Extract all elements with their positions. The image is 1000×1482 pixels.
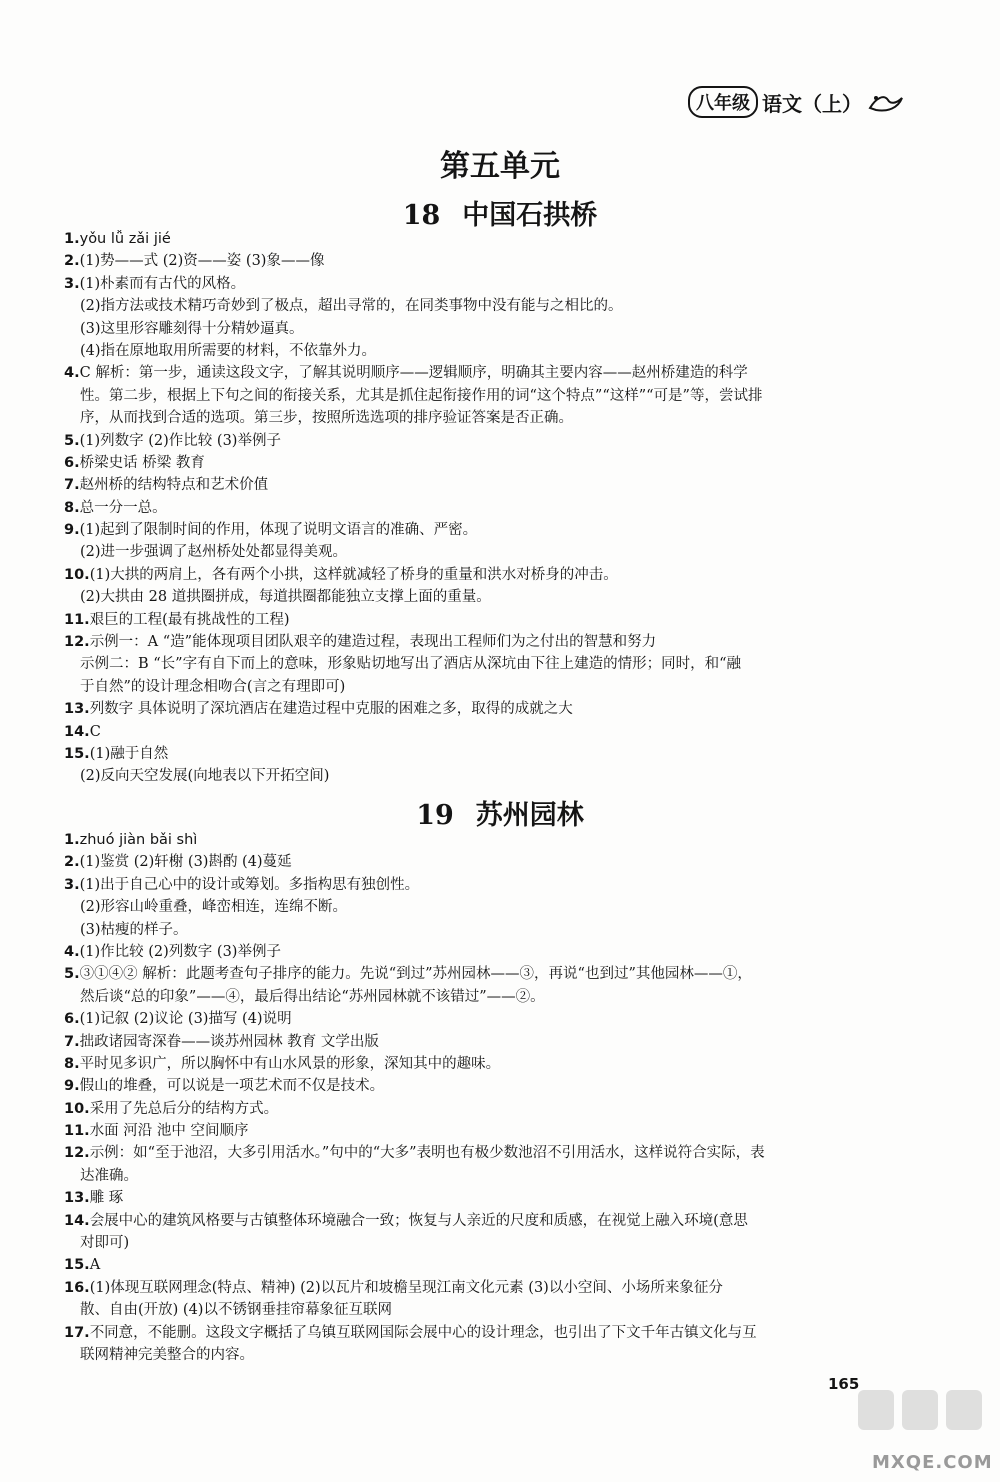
lesson-number: 18 (402, 200, 441, 231)
lesson-title (0, 193, 1000, 232)
answer-text: (2)形容山岭重叠，峰峦相连，连绵不断。 (80, 899, 348, 916)
question-number: 1. (64, 231, 80, 247)
question-number: 2. (64, 253, 80, 270)
answer-line (64, 653, 914, 675)
answer-text: 示例二：B “长”字有自下而上的意味，形象贴切地写出了酒店从深坑由下往上建造的情形；同时，和“融 (80, 656, 741, 673)
answer-line (64, 941, 914, 963)
answer-text: 联网精神完美整合的内容。 (80, 1346, 254, 1363)
answer-line (64, 1344, 914, 1366)
answer-text: 假山的堆叠，可以说是一项艺术而不仅是技术。 (79, 1078, 385, 1095)
answer-line (64, 851, 914, 873)
question-number: 5. (64, 432, 80, 449)
question-number: 4. (64, 365, 80, 382)
answer-line (64, 896, 914, 918)
answer-line (64, 919, 914, 941)
answer-line (64, 1008, 914, 1030)
question-number: 17. (64, 1324, 90, 1341)
answer-line (64, 452, 914, 474)
answer-text: 不同意，不能删。这段文字概括了乌镇互联网国际会展中心的设计理念，也引出了下文千年古镇文化与互 (89, 1324, 757, 1341)
answer-line (64, 1053, 914, 1075)
answer-line (64, 676, 914, 698)
answer-text: 然后谈“总的印象”——④，最后得出结论“苏州园林就不该错过”——②。 (80, 988, 545, 1005)
answer-list (64, 829, 914, 1366)
answer-text: (1)出于自己心中的设计或筹划。多指构思有独创性。 (79, 876, 420, 893)
answer-text: (1)记叙 (2)议论 (3)描写 (4)说明 (79, 1011, 292, 1028)
answer-line (64, 385, 914, 407)
lesson-title (0, 793, 1000, 832)
answer-line (64, 829, 914, 851)
answer-line (64, 586, 914, 608)
question-number: 3. (64, 876, 80, 893)
answer-text: 赵州桥的结构特点和艺术价值 (79, 477, 269, 494)
question-number: 7. (64, 477, 80, 494)
answer-line (64, 743, 914, 765)
answer-line (64, 1120, 914, 1142)
answer-text: 列数字 具体说明了深坑酒店在建造过程中克服的困难之多，取得的成就之大 (89, 701, 573, 718)
answer-line (64, 1277, 914, 1299)
answer-line (64, 407, 914, 429)
answer-text: (3)枯瘦的样子。 (80, 921, 188, 938)
answer-line (64, 295, 914, 317)
question-number: 6. (64, 1011, 80, 1028)
question-number: 10. (64, 1100, 90, 1117)
answer-text: (3)这里形容雕刻得十分精妙逼真。 (80, 320, 304, 337)
answer-line (64, 721, 914, 743)
answer-line (64, 631, 914, 653)
answer-text: (1)融于自然 (89, 745, 169, 762)
question-number: 7. (64, 1033, 80, 1050)
answer-line (64, 541, 914, 563)
answer-text: yǒu lǚ zǎi jié (79, 231, 171, 247)
question-number: 15. (64, 745, 90, 762)
answer-line (64, 1098, 914, 1120)
answer-line (64, 1165, 914, 1187)
answer-text: C 解析：第一步，通读这段文字，了解其说明顺序——逻辑顺序，明确其主要内容——赵州桥建造的科学 (79, 365, 748, 382)
question-number: 3. (64, 275, 80, 292)
answer-line (64, 1322, 914, 1344)
question-number: 6. (64, 454, 80, 471)
answer-line (64, 474, 914, 496)
answer-line (64, 497, 914, 519)
answer-text: (1)鉴赏 (2)轩榭 (3)斟酌 (4)蔓延 (79, 854, 292, 871)
answer-line (64, 986, 914, 1008)
answer-text: (1)体现互联网理念(特点、精神) (2)以瓦片和坡檐呈现江南文化元素 (3)以小空间、小场所来象征分 (89, 1279, 723, 1296)
answer-line (64, 273, 914, 295)
question-number: 11. (64, 1123, 90, 1140)
answer-text: 序，从而找到合适的选项。第三步，按照所选选项的排序验证答案是否正确。 (80, 410, 573, 427)
question-number: 1. (64, 832, 80, 848)
answer-text: 性。第二步，根据上下句之间的衔接关系，尤其是抓住起衔接作用的词“这个特点”“这样”“可是”等，尝试排 (80, 387, 763, 404)
unit-title: 第五单元 (440, 149, 560, 184)
answer-text: (4)指在原地取用所需要的材料，不依靠外力。 (80, 342, 377, 359)
question-number: 14. (64, 723, 90, 740)
answer-text: 散、自由(开放) (4)以不锈钢垂挂帘幕象征互联网 (80, 1302, 392, 1319)
answer-text: (1)朴素而有古代的风格。 (79, 275, 246, 292)
question-number: 15. (64, 1257, 90, 1274)
answer-line (64, 1299, 914, 1321)
answer-line (64, 1142, 914, 1164)
answer-text: 雕 琢 (89, 1190, 124, 1207)
question-number: 9. (64, 522, 80, 539)
question-number: 8. (64, 1055, 80, 1072)
answer-line (64, 250, 914, 272)
answer-text: zhuó jiàn bǎi shì (79, 832, 198, 848)
answer-line (64, 362, 914, 384)
lesson-name: 苏州园林 (475, 800, 584, 831)
answer-line (64, 340, 914, 362)
question-number: 13. (64, 701, 90, 718)
answer-line (64, 1187, 914, 1209)
answer-line (64, 698, 914, 720)
question-number: 9. (64, 1078, 80, 1095)
page-number: 165 (828, 1375, 860, 1393)
watermark-text: MXQE.COM (872, 1452, 993, 1473)
answer-text: ③①④② 解析：此题考查句子排序的能力。先说“到过”苏州园林——③，再说“也到过”其他园林——①， (79, 966, 752, 983)
question-number: 16. (64, 1279, 90, 1296)
answer-line (64, 1075, 914, 1097)
subject-label: 语文（上） (762, 91, 862, 116)
answer-text: C (89, 723, 101, 740)
question-number: 12. (64, 1145, 90, 1162)
answer-text: (2)指方法或技术精巧奇妙到了极点，超出寻常的，在同类事物中没有能与之相比的。 (80, 298, 623, 315)
answer-text: 于自然”的设计理念相吻合(言之有理即可) (80, 678, 346, 695)
answer-text: 平时见多识广，所以胸怀中有山水风景的形象，深知其中的趣味。 (79, 1055, 501, 1072)
question-number: 5. (64, 966, 80, 983)
grade-badge: 八年级 (688, 86, 758, 118)
question-number: 2. (64, 854, 80, 871)
answer-list (64, 228, 914, 788)
answer-text: (2)大拱由 28 道拱圈拼成，每道拱圈都能独立支撑上面的重量。 (80, 589, 491, 606)
question-number: 8. (64, 499, 80, 516)
answer-line (64, 519, 914, 541)
answer-text: 达准确。 (80, 1167, 138, 1184)
answer-text: 桥梁史话 桥梁 教育 (79, 454, 205, 471)
answer-text: 会展中心的建筑风格要与古镇整体环境融合一致；恢复与人亲近的尺度和质感，在视觉上融入环境(意思 (89, 1212, 748, 1229)
answer-text: 示例一：A “造”能体现项目团队艰辛的建造过程，表现出工程师们为之付出的智慧和努力 (89, 634, 657, 651)
swan-decoration-icon (866, 90, 906, 114)
answer-line (64, 228, 914, 250)
answer-line (64, 1232, 914, 1254)
answer-text: 水面 河沿 池中 空间顺序 (89, 1123, 249, 1140)
answer-line (64, 1254, 914, 1276)
answer-line (64, 564, 914, 586)
answer-text: 采用了先总后分的结构方式。 (89, 1100, 279, 1117)
answer-line (64, 609, 914, 631)
answer-line (64, 430, 914, 452)
question-number: 12. (64, 634, 90, 651)
answer-line (64, 1031, 914, 1053)
answer-text: (2)进一步强调了赵州桥处处都显得美观。 (80, 544, 348, 561)
answer-text: (1)列数字 (2)作比较 (3)举例子 (79, 432, 281, 449)
question-number: 11. (64, 611, 90, 628)
answer-text: (2)反向天空发展(向地表以下开拓空间) (80, 768, 330, 785)
answer-text: 示例：如“至于池沼，大多引用活水。”句中的“大多”表明也有极少数池沼不引用活水，这样说符合实际，表 (89, 1145, 765, 1162)
lesson-number: 19 (416, 800, 454, 831)
answer-text: A (89, 1257, 101, 1274)
question-number: 10. (64, 566, 90, 583)
answer-text: 拙政诸园寄深眷——谈苏州园林 教育 文学出版 (79, 1033, 379, 1050)
answer-text: (1)起到了限制时间的作用，体现了说明文语言的准确、严密。 (79, 522, 478, 539)
answer-text: 艰巨的工程(最有挑战性的工程) (89, 611, 290, 628)
answer-text: 对即可) (80, 1235, 130, 1252)
answer-text: 总一分一总。 (79, 499, 167, 516)
answer-text: (1)大拱的两肩上，各有两个小拱，这样就减轻了桥身的重量和洪水对桥身的冲击。 (89, 566, 618, 583)
question-number: 13. (64, 1190, 90, 1207)
lesson-name: 中国石拱桥 (462, 200, 598, 231)
answer-text: (1)势——式 (2)资——姿 (3)象——像 (79, 253, 325, 270)
question-number: 4. (64, 943, 80, 960)
question-number: 14. (64, 1212, 90, 1229)
answer-text: (1)作比较 (2)列数字 (3)举例子 (79, 943, 281, 960)
answer-line (64, 1210, 914, 1232)
book-header (688, 86, 906, 118)
answer-line (64, 765, 914, 787)
answer-line (64, 874, 914, 896)
answer-line (64, 963, 914, 985)
answer-line (64, 318, 914, 340)
